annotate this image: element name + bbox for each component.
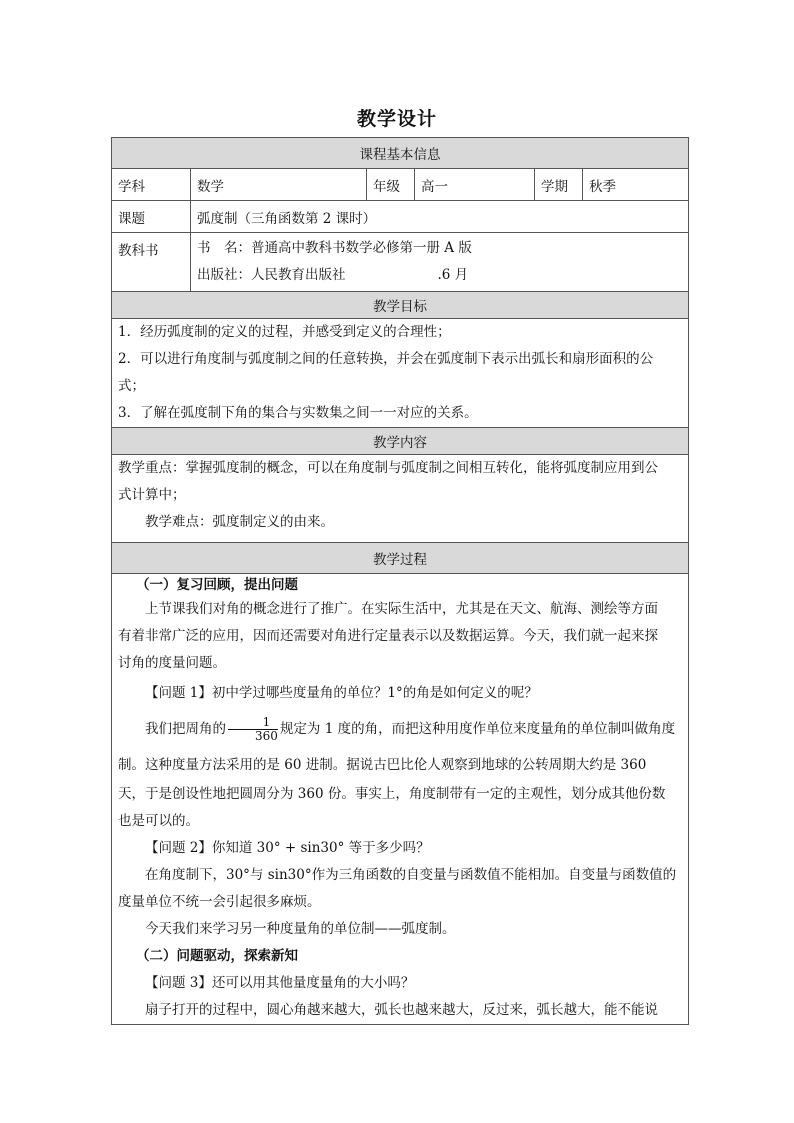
textbook-publisher-line	[197, 262, 682, 289]
term-label: 学期	[535, 169, 583, 201]
grade-label: 年级	[367, 169, 415, 201]
section-content: 教学内容	[112, 428, 689, 455]
lesson-plan-table	[111, 137, 689, 1025]
section-basic-info: 课程基本信息	[112, 138, 689, 169]
textbook-name: 书 名：普通高中教科书数学必修第一册 A 版	[197, 240, 472, 256]
process-heading-2: （二）问题驱动，探索新知	[136, 948, 298, 964]
key-points-line1: 教学重点：掌握弧度制的概念，可以在角度制与弧度制之间相互转化，能将弧度制应用到公	[118, 460, 658, 476]
topic-label: 课题	[112, 201, 191, 233]
objectives-cell	[112, 319, 689, 428]
key-points-line2: 式计算中；	[118, 487, 186, 503]
fraction-numerator: 1	[228, 716, 278, 730]
section-objectives: 教学目标	[112, 292, 689, 319]
difficulty-line: 教学难点：弧度制定义的由来。	[145, 514, 334, 530]
objective-2-cont: 式；	[118, 378, 145, 394]
section-process: 教学过程	[112, 543, 689, 574]
fraction-1-360	[228, 716, 278, 743]
objective-1: 1．经历弧度制的定义的过程，并感受到定义的合理性；	[118, 324, 451, 340]
question-2: 【问题 2】你知道 30° + sin30° 等于多少吗？	[145, 840, 430, 856]
answer-2-line2: 度量单位不统一会引起很多麻烦。	[118, 894, 321, 910]
answer-1-pre: 我们把周角的	[145, 721, 226, 737]
textbook-cell	[191, 233, 689, 292]
objective-2: 2．可以进行角度制与弧度制之间的任意转换，并会在弧度制下表示出弧长和扇形面积的公	[118, 351, 654, 367]
process-p1-line3: 讨角的度量问题。	[118, 655, 226, 671]
answer-1-line4: 也是可以的。	[118, 813, 199, 829]
answer-1-line2: 制。这种度量方法采用的是 60 进制。据说古巴比伦人观察到地球的公转周期大约是 360	[118, 757, 647, 773]
answer-1-line3: 天，于是创设性地把圆周分为 360 份。事实上，角度制带有一定的主观性，划分成其他份数	[118, 786, 666, 802]
grade-value: 高一	[415, 169, 535, 201]
textbook-publisher: 出版社：人民教育出版社	[197, 267, 346, 283]
objective-3: 3．了解在弧度制下角的集合与实数集之间一一对应的关系。	[118, 405, 478, 421]
subject-value: 数学	[191, 169, 367, 201]
textbook-label: 教科书	[112, 233, 191, 292]
answer-2-line3: 今天我们来学习另一种度量角的单位制——弧度制。	[145, 921, 456, 937]
question-3: 【问题 3】还可以用其他量度量角的大小吗？	[145, 975, 415, 991]
answer-1-line1	[118, 709, 682, 749]
process-heading-1: （一）复习回顾，提出问题	[136, 577, 298, 593]
process-p1-line2: 有着非常广泛的应用，因而还需要对角进行定量表示以及数据运算。今天，我们就一起来探	[118, 628, 658, 644]
fraction-denominator: 360	[255, 729, 278, 743]
question-1: 【问题 1】初中学过哪些度量角的单位？1°的角是如何定义的呢？	[145, 685, 538, 701]
textbook-date: .6 月	[437, 267, 469, 283]
answer-3-line1: 扇子打开的过程中，圆心角越来越大，弧长也越来越大，反过来，弧长越大，能不能说	[145, 1002, 658, 1018]
answer-1-post: 规定为 1 度的角，而把这种用度作单位来度量角的单位制叫做角度	[279, 721, 676, 737]
content-cell	[112, 455, 689, 543]
process-cell	[112, 574, 689, 1025]
topic-value: 弧度制（三角函数第 2 课时）	[191, 201, 689, 233]
answer-2-line1: 在角度制下，30°与 sin30°作为三角函数的自变量与函数值不能相加。自变量与函数值的	[145, 867, 677, 883]
process-p1-line1: 上节课我们对角的概念进行了推广。在实际生活中，尤其是在天文、航海、测绘等方面	[145, 601, 658, 617]
term-value: 秋季	[583, 169, 689, 201]
page-title: 教学设计	[356, 108, 437, 130]
subject-label: 学科	[112, 169, 191, 201]
